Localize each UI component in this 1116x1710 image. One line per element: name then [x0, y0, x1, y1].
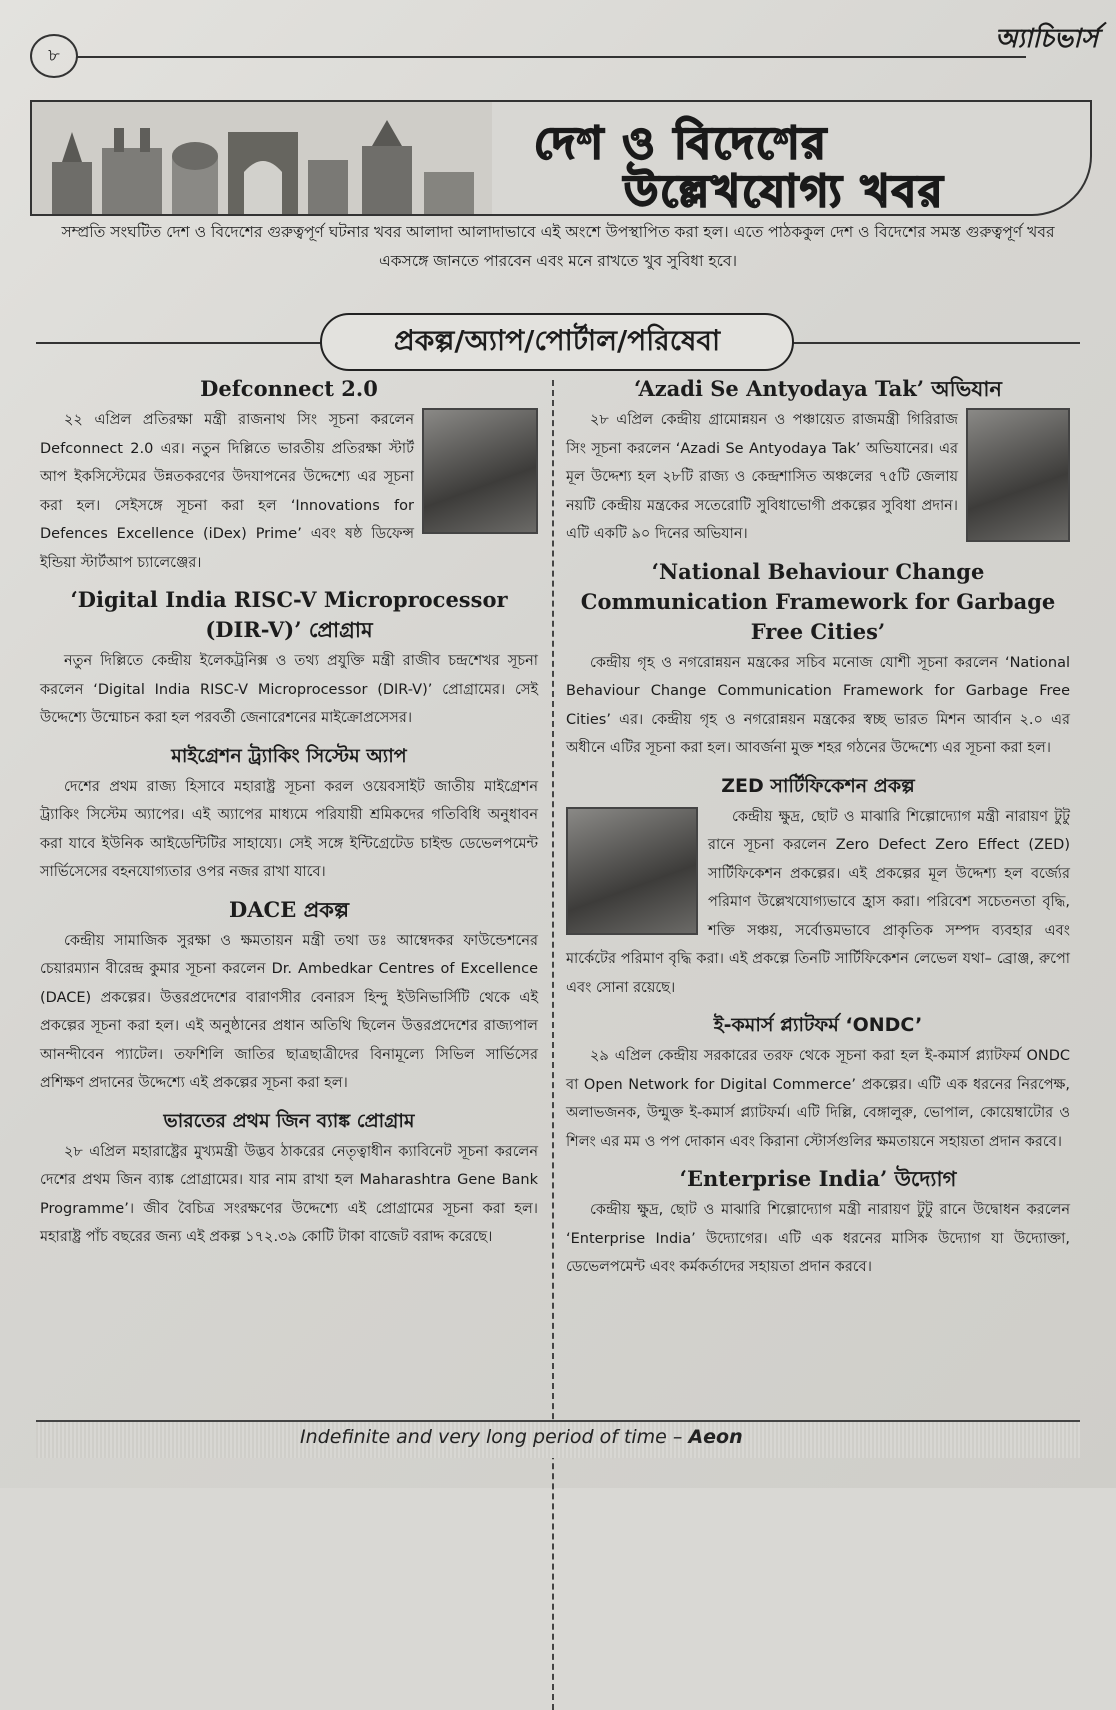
article-body: ২৮ এপ্রিল মহারাষ্ট্রের মুখ্যমন্ত্রী উদ্ভব ঠাকরের নেতৃত্বাধীন ক্যাবিনেট সূচনা করলেন দেশের প্রথম জিন ব্যাঙ্ক প্রোগ্রামের। যার নাম রাখা হল Maharashtra Gene Bank Programme’। জীব বৈচিত্র সংরক্ষণের উদ্দেশ্যে এই প্রোগ্রামের সূচনা করা হল। মহারাষ্ট্র পাঁচ বছরের জন্য এই প্রকল্প ১৭২.৩৯ কোটি টাকা বাজেট বরাদ্দ করেছে।	[40, 1143, 538, 1245]
footer-word: Aeon	[688, 1426, 743, 1448]
footer-quote	[300, 1426, 743, 1448]
page-number: ৮	[30, 34, 78, 78]
article-body: কেন্দ্রীয় গৃহ ও নগরোন্নয়ন মন্ত্রকের সচিব মনোজ যোশী সূচনা করলেন ‘National Behaviour Change Communication Framework for Garbage Free Cities’ এর। কেন্দ্রীয় গৃহ ও নগরোন্নয়ন মন্ত্রকের স্বচ্ছ ভারত মিশন আর্বান ২.০ এর অধীনে এটির সূচনা করা হল। আবর্জনা মুক্ত শহর গঠনের উদ্দেশ্যে এর সূচনা করা হল।	[566, 654, 1070, 756]
article	[566, 1164, 1070, 1282]
article-title: ZED সার্টিফিকেশন প্রকল্প	[721, 774, 915, 797]
article	[40, 585, 538, 733]
article-title: Defconnect 2.0	[200, 376, 378, 401]
intro-text: সম্প্রতি সংঘটিত দেশ ও বিদেশের গুরুত্বপূর্ণ ঘটনার খবর আলাদা আলাদাভাবে এই অংশে উপস্থাপিত করা হল। এতে পাঠককুল দেশ ও বিদেশের সমস্ত গুরুত্বপূর্ণ খবর একসঙ্গে জানতে পারবেন এবং মনে রাখতে খুব সুবিধা হবে।	[61, 223, 1055, 270]
cityscape-illustration	[32, 102, 492, 214]
article-body: কেন্দ্রীয় ক্ষুদ্র, ছোট ও মাঝারি শিল্পোদ্যোগ মন্ত্রী নারায়ণ টুটু রানে উদ্বোধন করলেন ‘Enterprise India’ উদ্যোগের। এটি এক ধরনের মাসিক উদ্যোগ যা উদ্যোক্তা, ডেভেলপমেন্ট এবং কর্মকর্তাদের সহায়তা প্রদান করবে।	[566, 1202, 1070, 1275]
article-title: ‘Digital India RISC-V Microprocessor (DIR-V)’ প্রোগ্রাম	[70, 587, 508, 642]
article-body: কেন্দ্রীয় সামাজিক সুরক্ষা ও ক্ষমতায়ন মন্ত্রী তথা ডঃ আম্বেদকর ফাউন্ডেশনের চেয়ারম্যান বীরেন্দ্র কুমার সূচনা করলেন Dr. Ambedkar Centres of Excellence (DACE) প্রকল্পের। উত্তরপ্রদেশের বারাণসীর বেনারস হিন্দু ইউনিভার্সিটি থেকে এই প্রকল্পের সূচনা করা হল। এই অনুষ্ঠানের প্রধান অতিথি ছিলেন উত্তরপ্রদেশের রাজ্যপাল আনন্দীবেন প্যাটেল। তফশিলি জাতির ছাত্রছাত্রীদের বিনামূল্যে সিভিল সার্ভিসের প্রশিক্ষণ প্রদানের উদ্দেশ্যে এই প্রকল্পের সূচনা করা হল।	[40, 932, 538, 1091]
article	[566, 771, 1070, 1003]
banner-title-line2: উল্লেখযোগ্য খবর	[624, 166, 945, 216]
left-column	[40, 374, 538, 1260]
section-banner	[30, 100, 1092, 216]
article-body: ২৮ এপ্রিল কেন্দ্রীয় গ্রামোন্নয়ন ও পঞ্চায়েত রাজমন্ত্রী গিরিরাজ সিং সূচনা করলেন ‘Azadi Se Antyodaya Tak’ অভিযানের। এর মূল উদ্দেশ্য হল ২৮টি রাজ্য ও কেন্দ্রশাসিত অঞ্চলের ৭৫টি জেলায় নয়টি কেন্দ্রীয় মন্ত্রকের সতেরোটি সুবিধাভোগী প্রকল্পের সুবিধা প্রদান। এটি একটি ৯০ দিনের অভিযান।	[566, 412, 958, 542]
minister-photo	[422, 408, 538, 534]
article	[566, 1010, 1070, 1156]
section-rule-left	[36, 342, 322, 344]
article-body: কেন্দ্রীয় ক্ষুদ্র, ছোট ও মাঝারি শিল্পোদ্যোগ মন্ত্রী নারায়ণ টুটু রানে সূচনা করলেন Zero Defect Zero Effect (ZED) সার্টিফিকেশন প্রকল্পের। এই প্রকল্পের মূল উদ্দেশ্য হল বর্জ্যের পরিমাণ উল্লেখযোগ্যভাবে হ্রাস করা। পরিবেশ সচেতনতা বৃদ্ধি, শক্তি সঞ্চয়, সর্বোত্তমভাবে প্রাকৃতিক সম্পদ ব্যবহার এবং মার্কেটের পরিমাণ বৃদ্ধি করা। এই প্রকল্পে তিনটি সার্টিফিকেশন লেভেল যথা– ব্রোঞ্জ, রুপো এবং সোনা রয়েছে।	[566, 808, 1070, 996]
footer-text: Indefinite and very long period of time –	[300, 1426, 683, 1448]
article-body: দেশের প্রথম রাজ্য হিসাবে মহারাষ্ট্র সূচনা করল ওয়েবসাইট জাতীয় মাইগ্রেশন ট্র্যাকিং সিস্টেম অ্যাপের। এই অ্যাপের মাধ্যমে পরিযায়ী শ্রমিকদের গতিবিধি অনুধাবন করা যাবে ইউনিক আইডেন্টিটির সাহায্যে। সেই সঙ্গে ইন্টিগ্রেটেড চাইল্ড ডেভেলপমেন্ট সার্ভিসেসের বহনযোগ্যতার ওপর নজর রাখা যাবে।	[40, 778, 538, 880]
article-body: ২২ এপ্রিল প্রতিরক্ষা মন্ত্রী রাজনাথ সিং সূচনা করলেন Defconnect 2.0 এর। নতুন দিল্লিতে ভারতীয় প্রতিরক্ষা স্টার্ট আপ ইকসিস্টেমের উন্নতকরণের উদযাপনের উদ্দেশ্যে এর সূচনা করা হল। সেইসঙ্গে সূচনা করা হল ‘Innovations for Defences Excellence (iDex) Prime’ এবং ষষ্ঠ ডিফেন্স ইন্ডিয়া স্টার্টআপ চ্যালেঞ্জের।	[40, 412, 414, 571]
article	[40, 741, 538, 887]
article-title: ‘Enterprise India’ উদ্যোগ	[679, 1166, 957, 1191]
article	[566, 557, 1070, 763]
section-rule-right	[788, 342, 1080, 344]
column-divider	[552, 380, 554, 1710]
brand-logo: অ্যাচিভার্স	[994, 24, 1098, 54]
minister-photo	[566, 807, 698, 935]
article-title: DACE প্রকল্প	[229, 896, 349, 922]
section-title-box	[320, 313, 794, 371]
right-column	[566, 374, 1070, 1290]
article	[40, 374, 538, 577]
article-body: ২৯ এপ্রিল কেন্দ্রীয় সরকারের তরফ থেকে সূচনা করা হল ই-কমার্স প্ল্যাটফর্ম ONDC বা Open Network for Digital Commerce’ প্রকল্পের। এটি এক ধরনের নিরপেক্ষ, অলাভজনক, উন্মুক্ত ই-কমার্স প্ল্যাটফর্ম। এটি দিল্লি, বেঙ্গালুরু, ভোপাল, কোয়েম্বাটোর ও শিলং এর মম ও পপ দোকান এবং কিরানা স্টোর্সগুলির ক্ষমতায়নে সহায়তা প্রদান করবে।	[566, 1048, 1070, 1150]
article-title: মাইগ্রেশন ট্র্যাকিং সিস্টেম অ্যাপ	[171, 744, 407, 767]
header-rule	[76, 56, 1026, 58]
article	[40, 1106, 538, 1252]
minister-photo	[966, 408, 1070, 542]
article-title: ভারতের প্রথম জিন ব্যাঙ্ক প্রোগ্রাম	[163, 1109, 415, 1132]
article-body: নতুন দিল্লিতে কেন্দ্রীয় ইলেকট্রনিক্স ও তথ্য প্রযুক্তি মন্ত্রী রাজীব চন্দ্রশেখর সূচনা করলেন ‘Digital India RISC-V Microprocessor (DIR-V)’ প্রোগ্রামের। সেই উদ্দেশ্যে উন্মোচন করা হল পরবর্তী জেনারেশনের মাইক্রোপ্রসেসর।	[40, 653, 538, 726]
article-title: ‘National Behaviour Change Communication Framework for Garbage Free Cities’	[580, 558, 1056, 644]
article-title: ‘Azadi Se Antyodaya Tak’ অভিযান	[634, 376, 1002, 401]
section-title: প্রকল্প/অ্যাপ/পোর্টাল/পরিষেবা	[393, 323, 721, 357]
article	[40, 895, 538, 1098]
banner-title-line1: দেশ ও বিদেশের	[534, 118, 828, 169]
article-title: ই-কমার্স প্ল্যাটফর্ম ‘ONDC’	[713, 1014, 923, 1036]
article	[566, 374, 1070, 549]
